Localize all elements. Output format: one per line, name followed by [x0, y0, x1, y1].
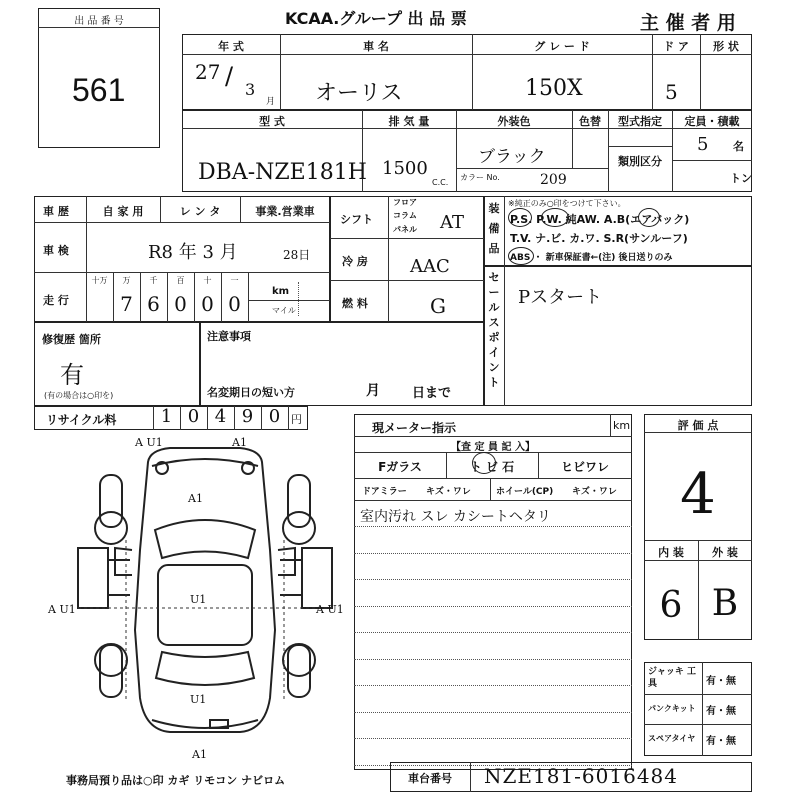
- note-rule: [354, 685, 632, 686]
- capacity-label: 定員・積載: [684, 115, 740, 128]
- chassis-label: 車台番号: [408, 772, 452, 785]
- meter-label: 現メーター指示: [372, 421, 457, 435]
- mileage-digit: 6: [147, 292, 160, 316]
- name-change-day: 日まで: [412, 386, 452, 401]
- extra-kit-value: 有・無: [706, 706, 736, 717]
- repair-label: 修復歴 箇所: [42, 333, 101, 346]
- brand-text: KCAA: [285, 9, 334, 28]
- digit-label-1k: 千: [149, 276, 158, 285]
- mileage-digit: 7: [120, 292, 133, 316]
- note-rule: [354, 526, 632, 527]
- mileage-label: 走 行: [43, 294, 69, 307]
- color-change-label: 色替: [579, 115, 601, 128]
- recycle-digit: 0: [268, 406, 281, 427]
- exterior-color-value: ブラック: [478, 147, 546, 167]
- recycle-digit: 1: [160, 406, 173, 427]
- model-value: DBA-NZE181H: [198, 160, 367, 185]
- extra-spare-label: スペアタイヤ: [648, 734, 696, 743]
- grade-label: グ レ ー ド: [534, 40, 590, 53]
- month-value: 3: [245, 80, 256, 99]
- glass-label: Fガラス: [378, 460, 422, 474]
- note-rule: [354, 738, 632, 739]
- shift-column: コラム: [393, 211, 417, 220]
- extra-spare-value: 有・無: [706, 736, 736, 747]
- recycle-digit: 9: [241, 406, 254, 427]
- interior-value: 6: [659, 585, 683, 626]
- month-unit: 月: [266, 97, 276, 107]
- name-change-month: 月: [366, 383, 380, 399]
- door-label: ド ア: [663, 40, 689, 53]
- note-rule: [354, 712, 632, 713]
- door-value: 5: [665, 80, 678, 104]
- mirror-label: ドアミラー: [362, 487, 407, 497]
- recycle-digit: 0: [187, 406, 200, 427]
- diagram-mark: U1: [190, 593, 207, 606]
- recycle-digit: 4: [214, 406, 227, 427]
- inspection-label: 車 検: [43, 244, 69, 257]
- note-rule: [354, 553, 632, 554]
- history-option-private: 自 家 用: [102, 205, 144, 218]
- meter-unit: km: [613, 419, 631, 432]
- digit-label-1: 一: [230, 276, 239, 285]
- shift-label: シフト: [340, 213, 373, 226]
- equipment-label: 装 備 品: [488, 202, 500, 255]
- mileage-digit: 0: [228, 292, 241, 316]
- color-no-value: 209: [540, 172, 567, 188]
- year-value: 27: [195, 60, 221, 84]
- diagram-mark: A1: [188, 492, 203, 505]
- note-rule: [354, 579, 632, 580]
- extra-jack-label: ジャッキ 工具: [648, 667, 696, 689]
- year-label: 年 式: [218, 40, 244, 53]
- fuel-value: G: [430, 294, 446, 318]
- wheel-label: ホイール(CP): [496, 487, 554, 497]
- name-change-label: 名変期日の短い方: [207, 386, 295, 399]
- lot-number-label: 出 品 番 号: [74, 16, 124, 27]
- note-rule: [354, 659, 632, 660]
- sales-point-value: Pスタート: [518, 287, 603, 308]
- extra-kit-label: パンクキット: [648, 704, 696, 713]
- glass-option-chip: ト ビ 石: [469, 460, 515, 474]
- diagram-mark: A1: [232, 436, 247, 449]
- caution-label: 注意事項: [207, 330, 251, 343]
- recycle-label: リサイクル料: [46, 413, 117, 427]
- exterior-color-label: 外装色: [497, 115, 531, 128]
- inspection-value: R8 年 3 月: [148, 242, 238, 263]
- ton-unit: トン: [730, 172, 752, 185]
- role-label: 主 催 者 用: [640, 12, 736, 34]
- shift-floor: フロア: [393, 198, 417, 207]
- model-label: 型 式: [259, 115, 285, 128]
- type-cert-label: 型式指定: [618, 115, 662, 128]
- displacement-label: 排 気 量: [388, 115, 430, 128]
- capacity-value: 5: [697, 134, 709, 155]
- category-label: 類別区分: [618, 155, 662, 168]
- footer-note: 事務局預り品は○印 カギ リモコン ナビロム: [66, 774, 286, 787]
- diagram-mark: A U1: [135, 436, 163, 449]
- history-option-business: 事業.営業車: [255, 205, 315, 218]
- inspection-note: 28日: [283, 248, 311, 262]
- diagram-mark: A U1: [316, 603, 344, 616]
- digit-label-100k: 十万: [91, 276, 108, 285]
- digit-label-100: 百: [176, 276, 185, 285]
- interior-label: 内 装: [658, 546, 684, 559]
- diagram-mark: A U1: [48, 603, 76, 616]
- cc-unit: C.C.: [432, 178, 449, 187]
- displacement-value: 1500: [382, 158, 428, 179]
- lot-number: 561: [72, 72, 126, 108]
- chassis-value: NZE181-6016484: [484, 764, 678, 788]
- inspector-header: 【査 定 員 記 入】: [451, 442, 535, 453]
- note-line: 室内汚れ スレ カシートヘタリ: [360, 509, 551, 525]
- shift-value: AT: [440, 212, 465, 233]
- fuel-label: 燃 料: [342, 297, 368, 310]
- diagram-mark: U1: [190, 693, 207, 706]
- equipment-line2: T.V. ナ.ビ. カ.ワ. S.R(サンルーフ): [510, 232, 688, 245]
- glass-option-crack: ヒビワレ: [560, 460, 609, 474]
- car-name-value: オーリス: [315, 81, 403, 106]
- mile-label: マイル: [272, 306, 296, 315]
- mileage-digit: 0: [201, 292, 214, 316]
- exterior-value: B: [711, 583, 739, 624]
- car-name-label: 車 名: [363, 40, 389, 53]
- history-label: 車 歴: [43, 205, 69, 218]
- repair-note: (有の場合は○印を): [44, 391, 114, 400]
- km-label: km: [272, 286, 290, 297]
- aircon-value: AAC: [410, 256, 450, 277]
- exterior-label: 外 装: [712, 546, 738, 559]
- grade-value: 150X: [525, 76, 583, 101]
- aircon-label: 冷 房: [342, 255, 368, 268]
- digit-label-10: 十: [203, 276, 212, 285]
- shift-panel: パネル: [393, 225, 417, 234]
- repair-value: 有: [60, 361, 84, 389]
- shape-label: 形 状: [713, 40, 739, 53]
- history-option-rental: レ ン タ: [179, 205, 221, 218]
- recycle-unit: 円: [291, 413, 302, 426]
- mirror-options: キズ・ワレ: [426, 487, 471, 497]
- equipment-line3: ABS ・ 新車保証書←(注) 後日送りのみ: [510, 253, 673, 263]
- form-title: KCAA.グループ 出 品 票: [285, 9, 467, 28]
- mileage-digit: 0: [174, 292, 187, 316]
- capacity-unit: 名: [733, 140, 744, 153]
- diagram-mark: A1: [192, 748, 207, 761]
- equipment-note: ※純正のみ○印をつけて下さい。: [508, 199, 626, 208]
- color-no-label: カラー No.: [460, 173, 500, 182]
- rating-label: 評 価 点: [677, 419, 719, 432]
- note-rule: [354, 606, 632, 607]
- rating-value: 4: [680, 462, 716, 527]
- wheel-options: キズ・ワレ: [572, 487, 617, 497]
- extra-jack-value: 有・無: [706, 676, 736, 687]
- equipment-line1: P.S. P.W. 純AW. A.B(エアバック): [510, 213, 690, 226]
- note-rule: [354, 632, 632, 633]
- digit-label-10k: 万: [122, 276, 131, 285]
- sales-point-label: セールスポイント: [488, 271, 500, 389]
